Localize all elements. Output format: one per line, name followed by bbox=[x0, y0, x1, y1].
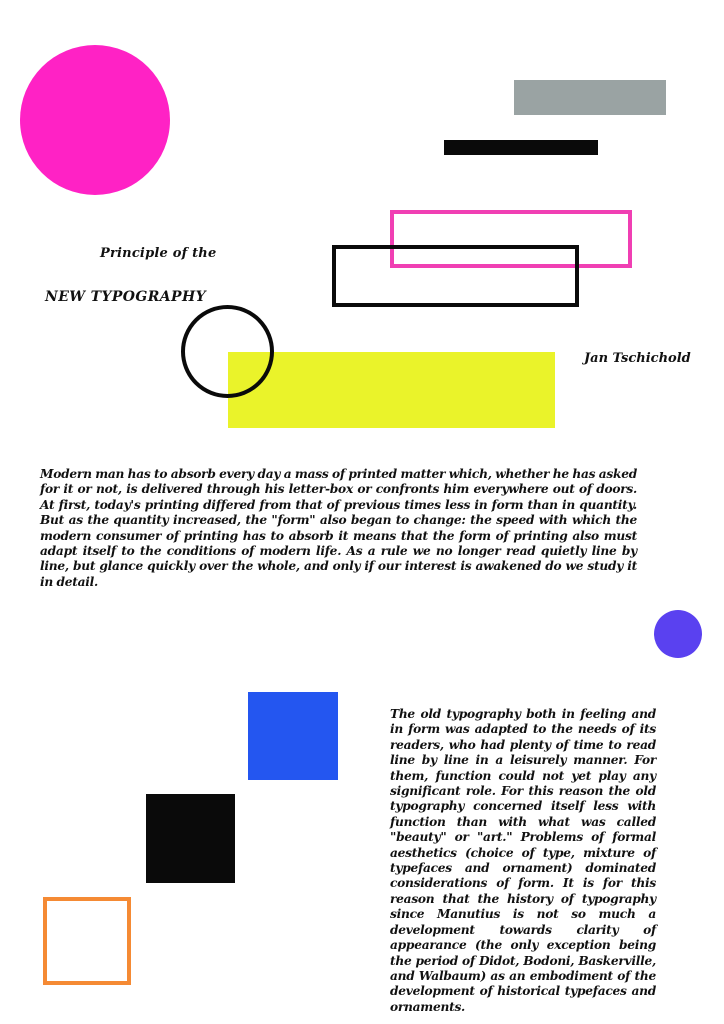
orange-square-outline bbox=[43, 897, 131, 985]
body-paragraph-2: The old typography both in feeling and in form was adapted to the needs of its readers, who had plenty of time to read line by line in a leisurely manner. For them, function could not yet play any significant role. For this reason the old typography concerned itself less with function than with what was called "beauty" or "art." Problems of formal aesthetics (choice of type, mixture of typefaces and ornament) dominated considerations of form. It is for this reason that the history of typography since Manutius is not so much a development towards clarity of appearance (the only exception being the period of Didot, Bodoni, Baskerville, and Walbaum) as an embodiment of the development of historical typefaces and ornaments. bbox=[390, 707, 656, 1014]
black-square bbox=[146, 794, 235, 883]
author-name: Jan Tschichold bbox=[584, 351, 691, 366]
magenta-circle bbox=[20, 45, 170, 195]
gray-bar bbox=[514, 80, 666, 115]
black-circle-outline bbox=[181, 305, 274, 398]
yellow-rectangle bbox=[228, 352, 555, 428]
subtitle: Principle of the bbox=[100, 246, 217, 261]
black-rectangle-outline bbox=[332, 245, 579, 307]
violet-circle bbox=[654, 610, 702, 658]
page-title: NEW TYPOGRAPHY bbox=[45, 289, 207, 305]
black-bar bbox=[444, 140, 598, 155]
body-paragraph-1: Modern man has to absorb every day a mass of printed matter which, whether he has asked for it or not, is delivered through his letter-box or confronts him everywhere out of doors. At first, today's printing differed from that of previous times less in form than in quantity. But as the quantity increased, the "form" also began to change: the speed with which the modern consumer of printing has to absorb it means that the form of printing also must adapt itself to the conditions of modern life. As a rule we no longer read quietly line by line, but glance quickly over the whole, and only if our interest is awakened do we study it in detail. bbox=[40, 467, 637, 589]
blue-square bbox=[248, 692, 338, 780]
